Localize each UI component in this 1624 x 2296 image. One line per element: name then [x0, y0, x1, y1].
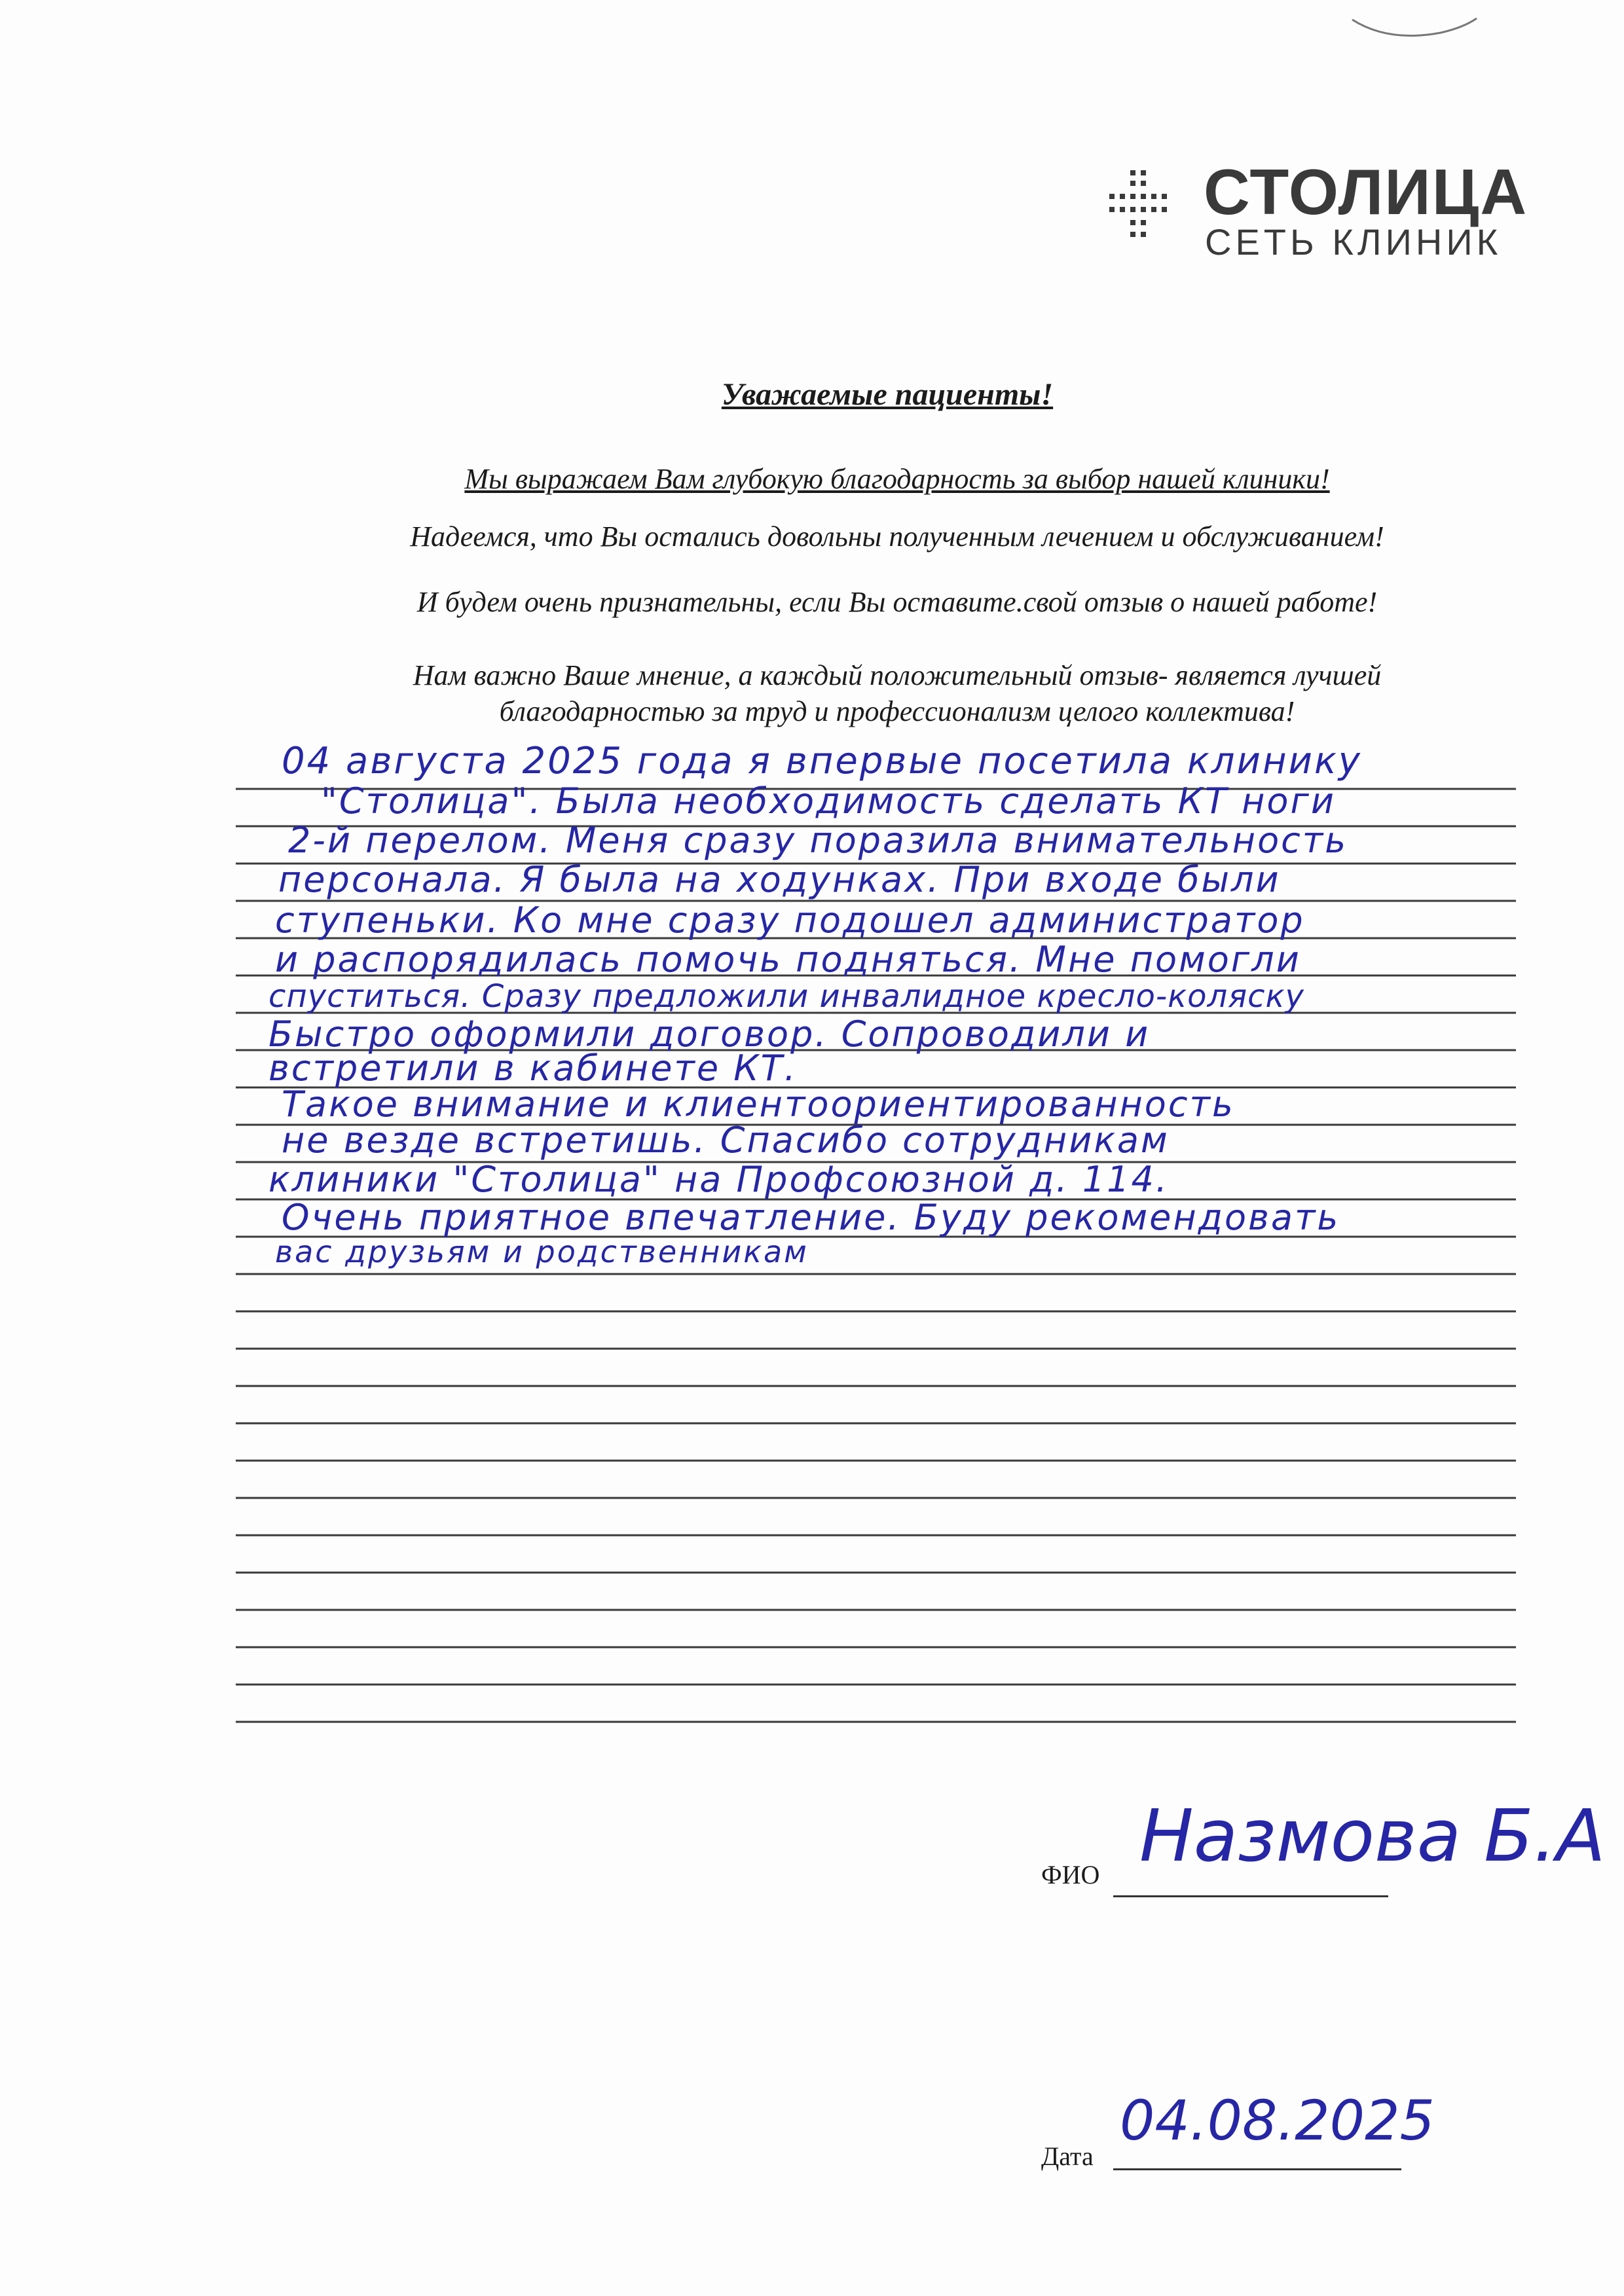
review-line-11: не везде встретишь. Спасибо сотрудникам: [282, 1120, 1170, 1161]
date-underline: [1113, 2168, 1401, 2170]
header-line-4a: Нам важно Ваше мнение, а каждый положительный отзыв- является лучшей: [413, 659, 1382, 691]
logo-subtitle: СЕТЬ КЛИНИК: [1205, 221, 1502, 263]
review-line-12: клиники "Столица" на Профсоюзной д. 114.: [268, 1159, 1170, 1200]
review-line-6: и распорядилась помочь подняться. Мне помогли: [275, 939, 1301, 980]
review-line-13: Очень приятное впечатление. Буду рекомендовать: [282, 1197, 1340, 1238]
review-line-10: Такое внимание и клиентоориентированность: [282, 1084, 1235, 1125]
fio-label: ФИО: [1041, 1860, 1100, 1889]
date-label: Дата: [1041, 2141, 1094, 2171]
fio-underline: [1113, 1895, 1388, 1897]
header-line-1: Мы выражаем Вам глубокую благодарность за выбор нашей клиники!: [464, 463, 1330, 495]
date-handwritten: 04.08.2025: [1120, 2088, 1435, 2153]
review-line-4: персонала. Я была на ходунках. При входе были: [278, 859, 1281, 900]
page-title: Уважаемые пациенты!: [721, 377, 1054, 412]
review-line-2: "Столица". Была необходимость сделать КТ ноги: [321, 780, 1336, 822]
review-line-1: 04 августа 2025 года я впервые посетила клинику: [282, 740, 1362, 782]
header-line-3: И будем очень признательны, если Вы оставите.свой отзыв о нашей работе!: [416, 586, 1378, 618]
review-line-5: ступеньки. Ко мне сразу подошел администратор: [275, 900, 1305, 941]
header-line-4b: благодарностью за труд и профессионализм целого коллектива!: [499, 695, 1295, 727]
fio-handwritten: Назмова Б.А: [1139, 1794, 1606, 1878]
review-line-14: вас друзьям и родственникам: [275, 1234, 809, 1269]
header-line-2: Надеемся, что Вы остались довольны полученным лечением и обслуживанием!: [410, 520, 1384, 553]
logo-name: СТОЛИЦА: [1204, 156, 1528, 228]
review-line-3: 2-й перелом. Меня сразу поразила внимательность: [288, 820, 1348, 861]
review-line-9: встретили в кабинете КТ.: [268, 1048, 798, 1089]
review-line-7: спуститься. Сразу предложили инвалидное кресло-коляску: [268, 978, 1304, 1015]
review-line-8: Быстро оформили договор. Сопроводили и: [268, 1013, 1151, 1055]
